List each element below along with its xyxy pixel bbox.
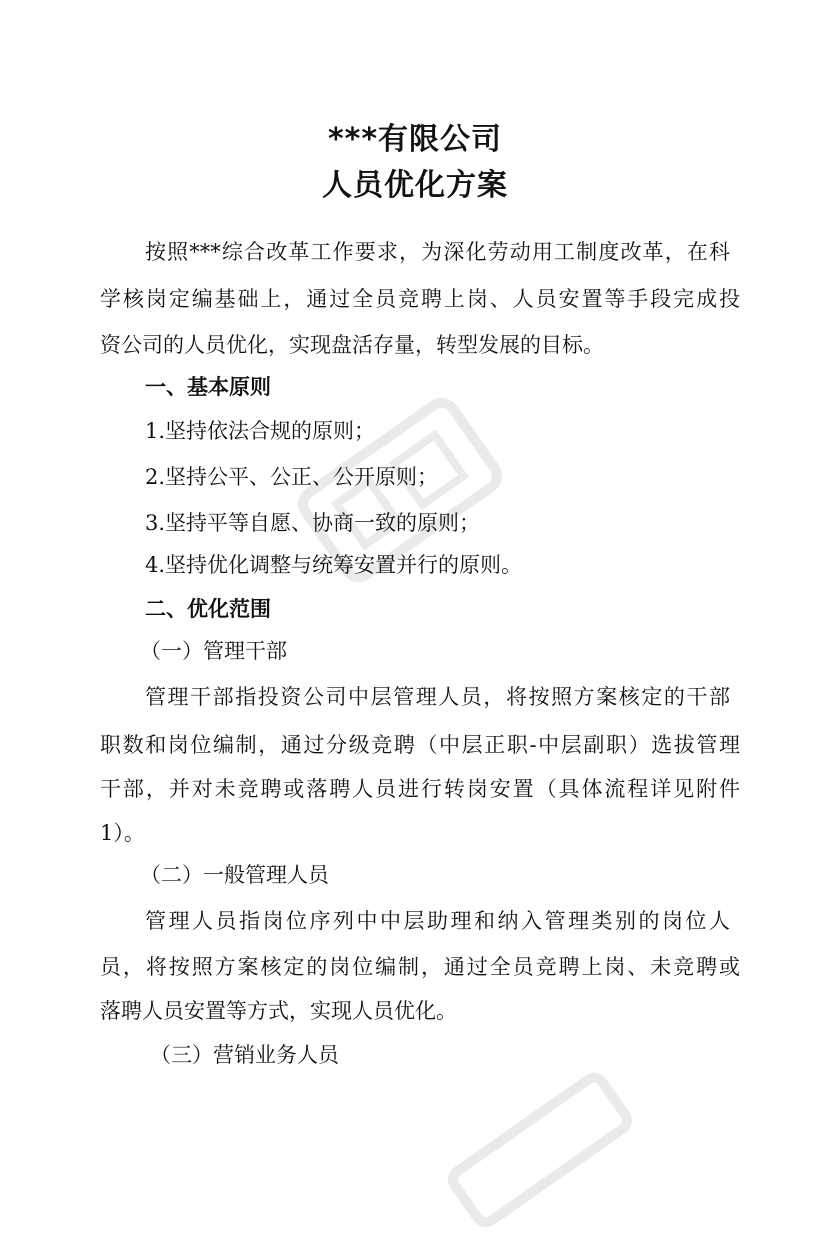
principle-item-3: 3.坚持平等自愿、协商一致的原则；	[145, 511, 481, 535]
doc-title-plan: 人员优化方案	[322, 168, 508, 203]
intro-line-2: 学核岗定编基础上，通过全员竞聘上岗、人员安置等手段完成投	[100, 287, 740, 311]
sub1-text-line-1: 管理干部指投资公司中层管理人员，将按照方案核定的干部	[145, 685, 730, 709]
doc-title-company: ***有限公司	[327, 122, 503, 157]
intro-line-3: 资公司的人员优化，实现盘活存量，转型发展的目标。	[100, 333, 604, 357]
sub1-text-line-2: 职数和岗位编制，通过分级竞聘（中层正职-中层副职）选拔管理	[100, 733, 740, 757]
subsection2-heading: （二）一般管理人员	[140, 863, 329, 887]
sub1-text-line-4: 1）。	[100, 821, 145, 845]
section1-heading: 一、基本原则	[145, 375, 271, 399]
sub2-text-line-3: 落聘人员安置等方式，实现人员优化。	[100, 999, 457, 1023]
subsection3-heading: （三）营销业务人员	[150, 1043, 339, 1067]
sub2-text-line-1: 管理人员指岗位序列中中层助理和纳入管理类别的岗位人	[145, 909, 730, 933]
principle-item-1: 1.坚持依法合规的原则；	[145, 419, 376, 443]
principle-item-2: 2.坚持公平、公正、公开原则；	[145, 465, 439, 489]
principle-item-4: 4.坚持优化调整与统筹安置并行的原则。	[145, 553, 523, 577]
section2-heading: 二、优化范围	[145, 597, 271, 621]
sub1-text-line-3: 干部，并对未竞聘或落聘人员进行转岗安置（具体流程详见附件	[100, 777, 740, 801]
intro-line-1: 按照***综合改革工作要求，为深化劳动用工制度改革，在科	[145, 240, 730, 264]
watermark-logo-bottom	[435, 1060, 645, 1240]
subsection1-heading: （一）管理干部	[140, 639, 287, 663]
sub2-text-line-2: 员，将按照方案核定的岗位编制，通过全员竞聘上岗、未竞聘或	[100, 955, 740, 979]
